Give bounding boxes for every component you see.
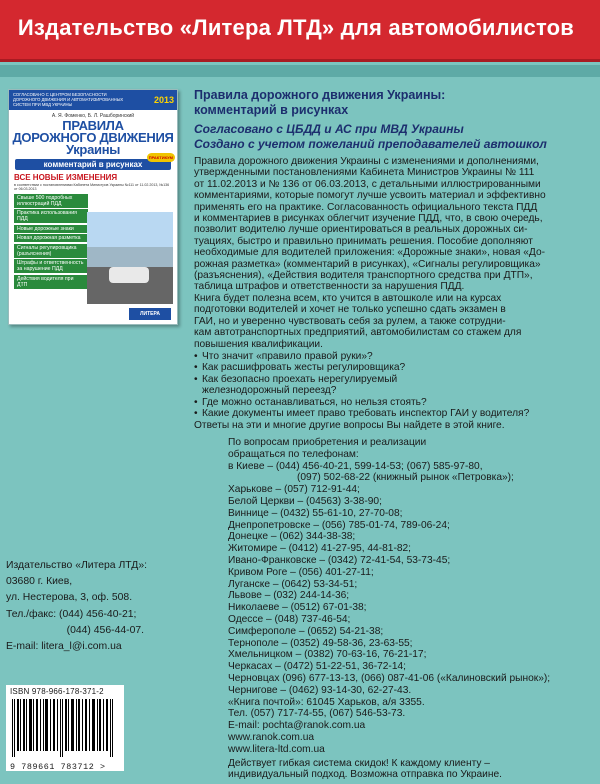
contact-city: Львове – (032) 244-14-36; (228, 590, 350, 602)
question-item (194, 374, 594, 397)
cover-badge: ПРАКТИКУМ (148, 155, 173, 160)
paragraph-line: подготовки водителей и хочет не только успешно сдать экзамен в (194, 304, 506, 316)
publisher-line: Издательство «Литера ЛТД»: (6, 560, 147, 571)
contact-city: Днепропетровске – (056) 785-01-74, 789-06-24; (228, 519, 450, 531)
barcode-number: 9 789661 783712 > (10, 762, 106, 772)
paragraph-line: применять его на практике. Согласованность официального текста ПДД (194, 201, 538, 213)
approval-line: Согласовано с ЦБДД и АС при МВД Украины (194, 122, 464, 136)
cover-changes-sub: в соответствии с постановлениями Кабинета Министров Украины №111 от 11.02.2013, №136 от 06.03.2013 (14, 183, 170, 192)
contacts-intro-2: обращаться по телефонам: (228, 448, 359, 460)
header-bar (0, 0, 600, 62)
contact-city: Харькове – (057) 712-91-44; (228, 484, 360, 496)
paragraph-line: Книга будет полезна всем, кто учится в автошколе или на курсах (194, 292, 502, 304)
paragraph-line: рожная разметка» (комментарий в рисунках), «Сигналы регулировщика» (194, 258, 541, 270)
contact-city: Донецке – (062) 344-38-38; (228, 531, 356, 543)
website-ranok: www.ranok.com.ua (228, 731, 315, 743)
cover-title-2: ДОРОЖНОГО ДВИЖЕНИЯ (12, 130, 174, 145)
description-block (194, 88, 594, 432)
contact-city: Симферополе – (0652) 54-21-38; (228, 625, 384, 637)
cover-road-picture (87, 212, 173, 304)
cover-feature-item: Действия водителя при ДТП (14, 275, 88, 289)
contacts-intro-1: По вопросам приобретения и реализации (228, 437, 427, 448)
cover-feature-item: Свыше 500 подробных иллюстраций ПДД (14, 194, 88, 208)
publisher-line: E-mail: litera_l@i.com.ua (6, 641, 122, 653)
publisher-line: 03680 г. Киев, (6, 576, 73, 588)
paragraph-line: утвержденными постановлениями Кабинета Министров Украины № 111 (194, 167, 535, 179)
bullet-icon: • (194, 407, 198, 419)
bullet-icon: • (194, 396, 198, 408)
question-item (194, 351, 594, 362)
question-text: Какие документы имеет право требовать инспектор ГАИ у водителя? (202, 407, 530, 419)
contact-city: Кривом Роге – (056) 401-27-11; (228, 566, 374, 578)
cover-subtitle-text: комментарий в рисунках (43, 160, 143, 169)
cover-publisher-logo: ЛИТЕРА (129, 308, 171, 320)
contact-city: Одессе – (048) 737-46-54; (228, 613, 351, 625)
contact-city: Чернигове – (0462) 93-14-30, 62-27-43. (228, 684, 412, 696)
contact-city: Житомире – (0412) 41-27-95, 44-81-82; (228, 543, 411, 555)
contact-city: Луганске – (0642) 53-34-51; (228, 578, 358, 590)
contact-city: Ивано-Франковске – (0342) 72-41-54, 53-73-45; (228, 554, 451, 566)
contact-city: Белой Церкви – (04563) 3-38-90; (228, 495, 382, 507)
paragraph-line: комментариями, которые помогут лучше усвоить материал и эффективно (194, 190, 546, 202)
publisher-line: (044) 456-44-07. (6, 624, 145, 636)
paragraph-line: таблица штрафов и ответственности за нарушения ПДД. (194, 281, 465, 293)
question-text: Как безопасно проехать нерегулируемый железнодорожный переезд? (202, 373, 398, 397)
cover-authors: А. Я. Фоменко, Б. Л. Рашборинский (51, 113, 135, 119)
car-icon (109, 267, 149, 283)
paragraph-line: (разъяснения), «Действия водителя транспортного средства при ДТП», (194, 270, 533, 282)
cover-feature-item: Штрафы и ответственность за нарушение ПДД (14, 259, 88, 273)
question-item (194, 408, 594, 419)
cover-feature-item: Практика использования ПДД (14, 209, 88, 223)
paragraph-line: необходимые для водителей приложения: «Дорожные знаки», новая «До- (194, 247, 546, 259)
contact-city: Хмельницком – (0382) 70-63-16, 76-21-17; (228, 649, 427, 661)
book-cover-image (8, 89, 178, 325)
paragraph-line: ГАИ, но и уверенно чувствовать себя за рулем, а также сотрудни- (194, 315, 506, 327)
paragraph-line: Правила дорожного движения Украины с изменениями и дополнениями, (194, 156, 539, 167)
cover-approval-text: СОГЛАСОВАНО С ЦЕНТРОМ БЕЗОПАСНОСТИ ДОРОЖНОГО ДВИЖЕНИЯ И АВТОМАТИЗИРОВАННЫХ СИСТЕМ ПРИ МВД УКРАИНЫ (13, 92, 124, 107)
publisher-line: Тел./факс: (044) 456-40-21; (6, 608, 137, 620)
paragraph-line: и комментариев в рисунках облегчит изучение ПДД, что, в свою очередь, (194, 213, 543, 225)
cover-year: 2013 (153, 95, 174, 105)
contact-email: E-mail: pochta@ranok.com.ua (228, 720, 366, 732)
contact-city: Тернополе – (0352) 49-58-36, 23-63-55; (228, 637, 413, 649)
mail-order: «Книга почтой»: 61045 Харьков, а/я 3355. (228, 696, 425, 708)
paragraph-line: от 11.02.2013 и № 136 от 06.03.2013, с детальными иллюстрированными (194, 178, 541, 190)
question-item (194, 397, 594, 408)
cover-feature-item: Новая дорожная разметка (14, 234, 88, 242)
bullet-icon: • (194, 350, 198, 362)
mail-order-phones: Тел. (057) 717-74-55, (067) 546-53-73. (228, 708, 406, 720)
cover-title-3: Украины (65, 142, 121, 157)
bullet-icon: • (194, 362, 198, 374)
contact-kiev-1: в Киеве – (044) 456-40-21, 599-14-53; (067) 585-97-80, (228, 460, 483, 472)
header-stripe (0, 65, 600, 77)
paragraph-line: повышения квалификации. (194, 338, 323, 350)
paragraph-line: кам автотранспортных предприятий, автомобилистам со стажем для (194, 327, 522, 339)
instructors-line: Создано с учетом пожеланий преподавателей автошкол (194, 136, 547, 151)
barcode-icon (10, 699, 118, 757)
question-text: Как расшифровать жесты регулировщика? (202, 362, 406, 374)
closing-line: Ответы на эти и многие другие вопросы Вы найдете в этой книге. (194, 420, 505, 432)
contacts-block (228, 437, 598, 781)
paragraph-line: позволит водителю лучше ориентироваться в реальных дорожных си- (194, 224, 528, 236)
contact-city: Виннице – (0432) 55-61-10, 27-70-08; (228, 507, 403, 519)
book-heading-1: Правила дорожного движения Украины: (194, 88, 446, 102)
cover-top-band (9, 90, 177, 110)
website-litera: www.litera-ltd.com.ua (228, 743, 325, 755)
publisher-address (6, 558, 226, 655)
cover-title-1: ПРАВИЛА (62, 118, 124, 133)
header-title: Издательство «Литера ЛТД» для автомобилистов (17, 15, 574, 40)
book-heading-2: комментарий в рисунках (194, 103, 349, 117)
description-paragraph (194, 156, 594, 350)
publisher-line: ул. Нестерова, 3, оф. 508. (6, 592, 133, 604)
isbn-text: ISBN 978-966-178-371-2 (10, 687, 104, 696)
contact-city: Черкасах – (0472) 51-22-51, 36-72-14; (228, 661, 406, 673)
bullet-icon: • (194, 373, 198, 385)
contact-city: Черновцах (096) 677-13-13, (066) 087-41-06 («Калиновский рынок»); (228, 672, 551, 684)
barcode-box (6, 685, 124, 771)
cover-feature-item: Сигналы регулировщика (разъяснения) (14, 244, 88, 258)
questions-list (194, 351, 594, 419)
question-item (194, 362, 594, 373)
question-text: Что значит «правило правой руки»? (202, 350, 373, 362)
cover-feature-item: Новые дорожные знаки (14, 225, 88, 233)
cover-changes: ВСЕ НОВЫЕ ИЗМЕНЕНИЯ (14, 173, 118, 182)
question-text: Где можно останавливаться, но нельзя стоять? (202, 396, 427, 408)
contact-kiev-2: (097) 502-68-22 (книжный рынок «Петровка»); (297, 472, 514, 484)
contact-city: Николаеве – (0512) 67-01-38; (228, 602, 367, 614)
cover-subtitle (15, 155, 173, 170)
paragraph-line: туациях, быстро и правильно принимать решения. Пособие дополняют (194, 235, 533, 247)
discount-line-2: индивидуальный подход. Возможна отправка по Украине. (228, 769, 502, 781)
discount-line-1: Действует гибкая система скидок! К каждому клиенту – (228, 757, 490, 769)
